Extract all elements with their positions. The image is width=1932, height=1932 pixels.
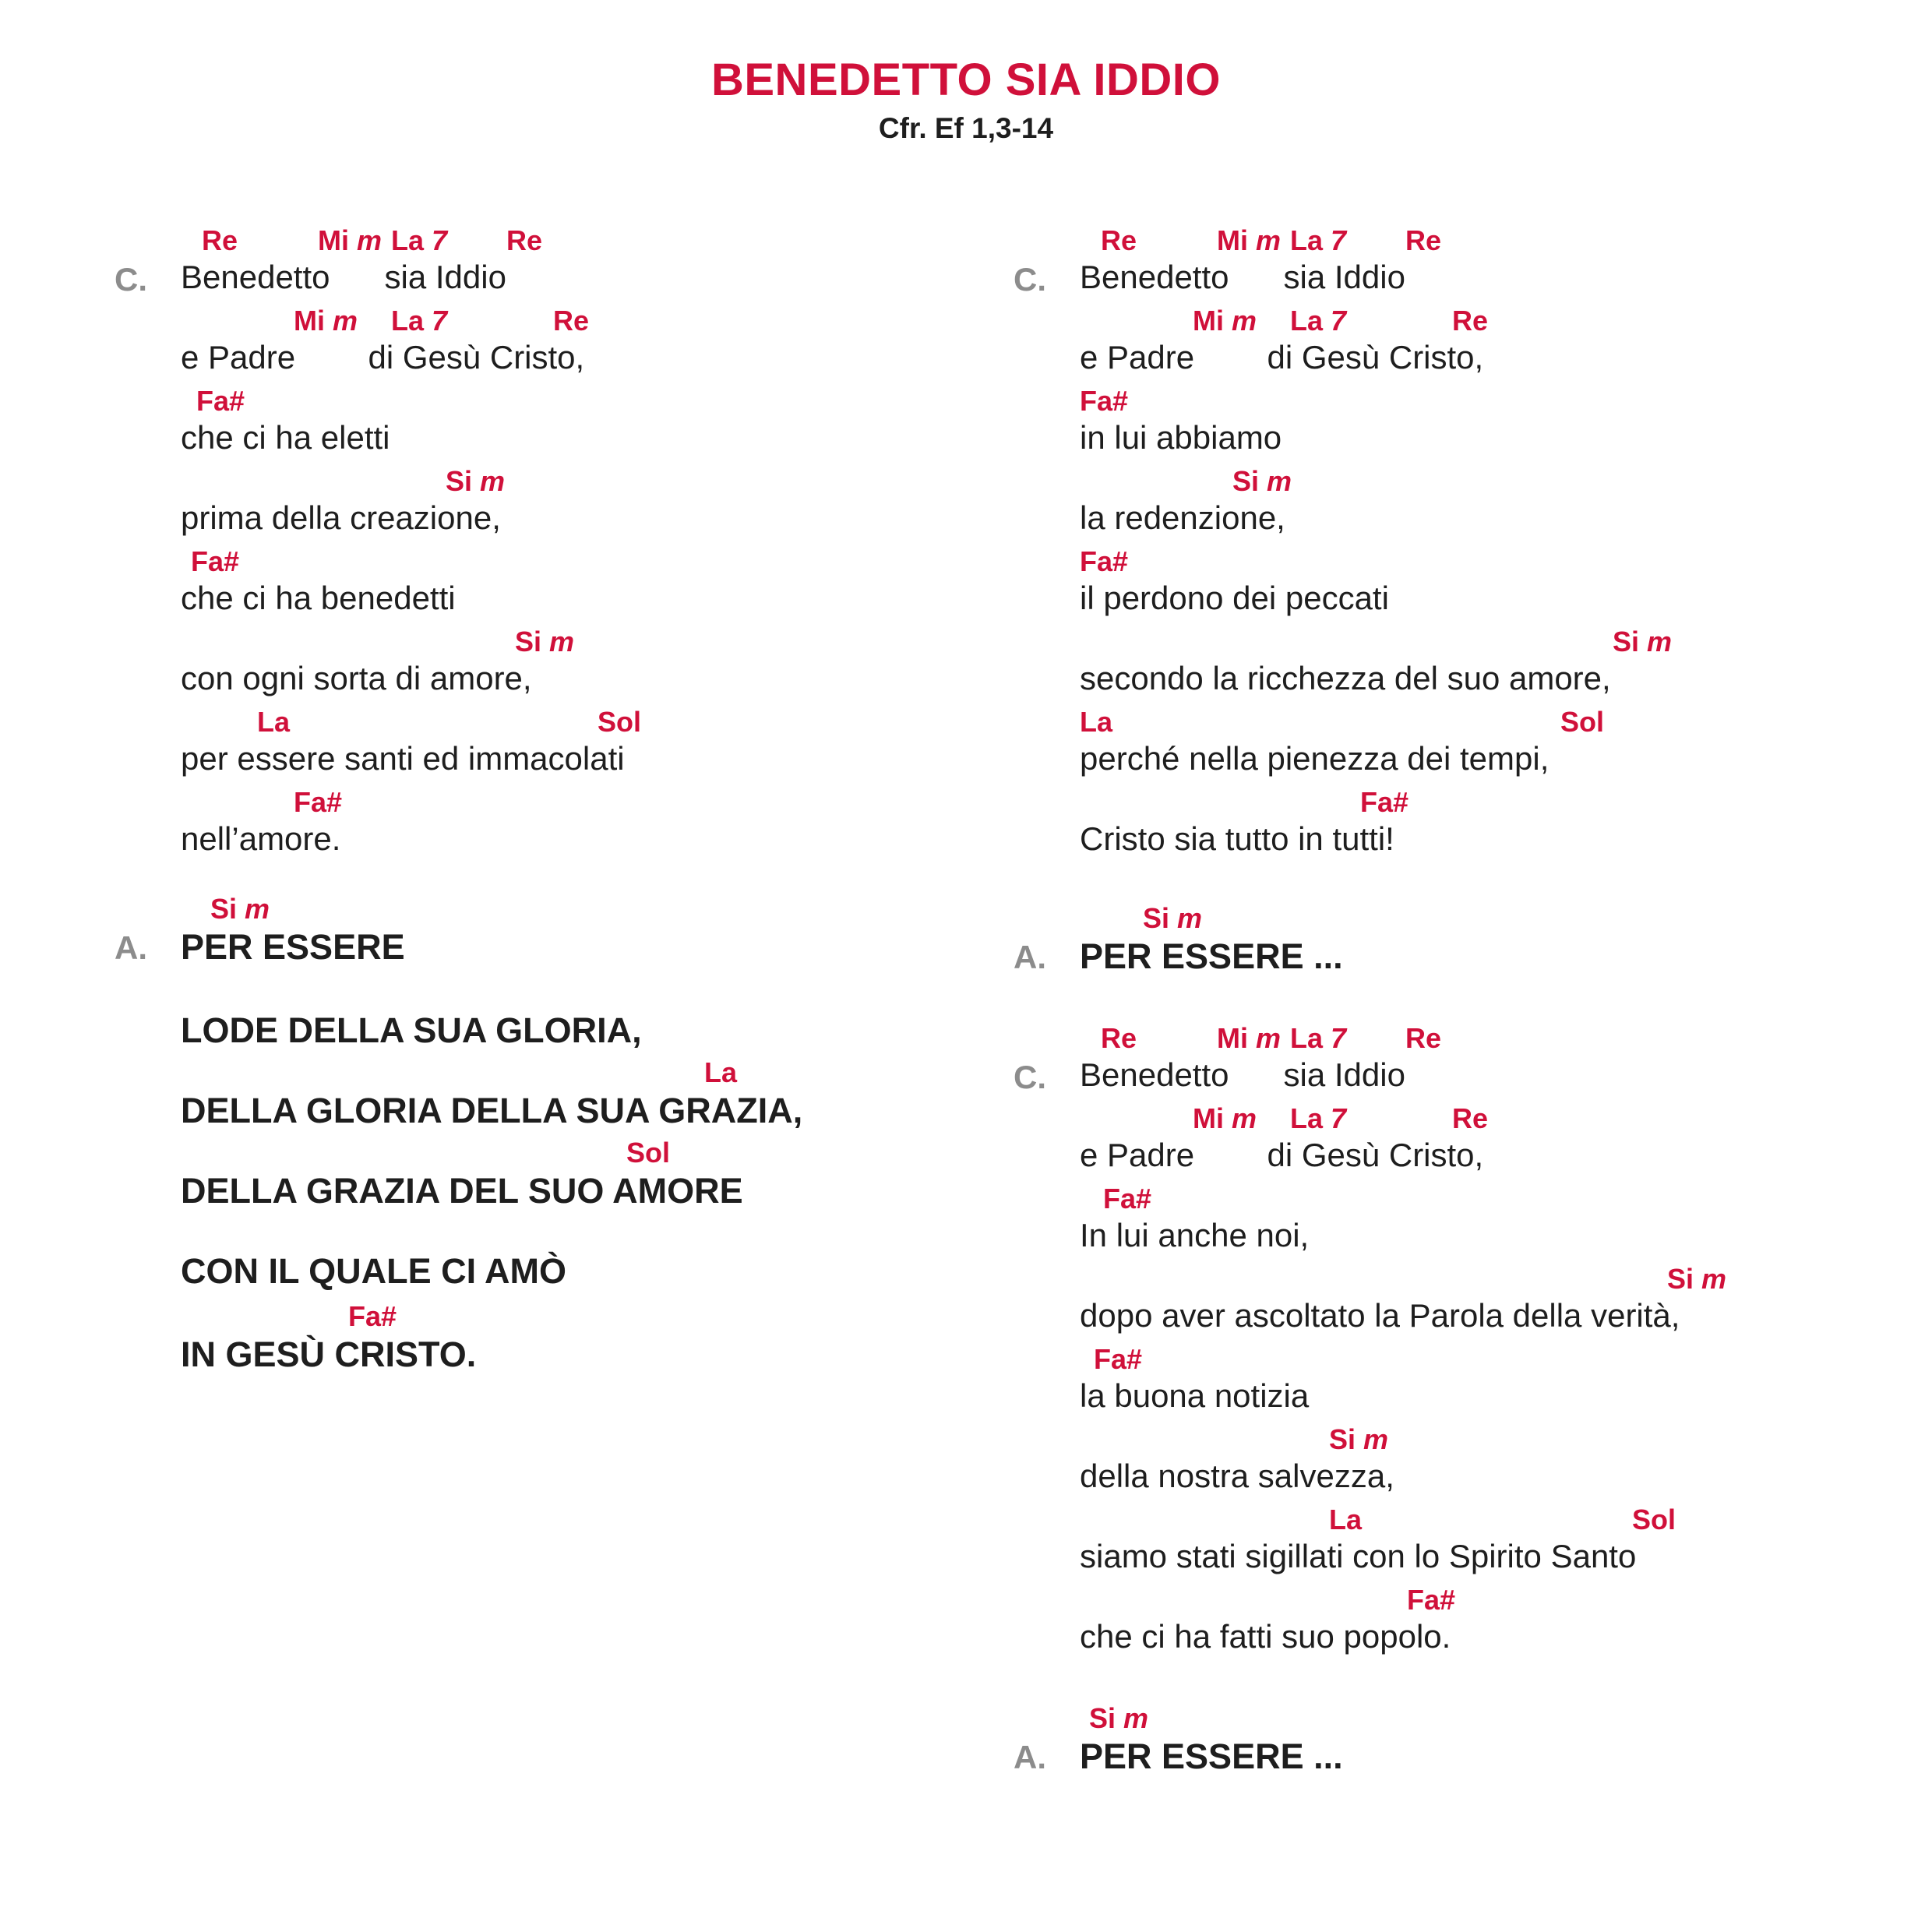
lyric-line <box>181 465 506 536</box>
lyric-line <box>1080 1022 1442 1093</box>
chord-symbol: Si m <box>1667 1263 1727 1295</box>
lyric-text: il perdono dei peccati <box>1080 580 1389 616</box>
chord-symbol: Sol <box>598 706 642 738</box>
lyric-text: PER ESSERE ... <box>1080 1736 1343 1776</box>
lyric-text: Cristo sia tutto in tutti! <box>1080 820 1394 857</box>
chord-symbol: La 7 <box>391 224 448 256</box>
lyric-line <box>1080 224 1442 295</box>
lyric-text: dopo aver ascoltato la Parola della verità, <box>1080 1297 1680 1334</box>
lyric-text: la redenzione, <box>1080 499 1285 536</box>
lyric-line <box>1080 385 1282 456</box>
lyric-text: perché nella pienezza dei tempi, <box>1080 740 1549 777</box>
lyric-text: che ci ha benedetti <box>181 580 456 616</box>
lyric-text: per essere santi ed immacolati <box>181 740 625 777</box>
lyric-line <box>181 385 390 456</box>
chord-symbol: Sol <box>1560 706 1605 738</box>
lyric-line <box>181 706 642 777</box>
lyric-text: DELLA GLORIA DELLA SUA GRAZIA, <box>181 1091 803 1130</box>
role-marker: A. <box>115 929 147 966</box>
chord-symbol: La <box>257 706 291 738</box>
lyric-line <box>1080 1584 1456 1655</box>
role-marker: A. <box>1014 939 1046 975</box>
lyric-line <box>181 1253 566 1289</box>
chord-symbol: Re <box>1405 224 1442 256</box>
lyric-line <box>1080 1183 1310 1253</box>
lyric-text: secondo la ricchezza del suo amore, <box>1080 660 1611 696</box>
chord-symbol: Re <box>1452 305 1489 337</box>
chord-symbol: Mi m <box>1217 224 1282 256</box>
lyric-line <box>181 1010 642 1050</box>
chord-symbol: Fa# <box>191 545 240 577</box>
lyric-text: della nostra salvezza, <box>1080 1458 1394 1494</box>
chord-symbol: Sol <box>1632 1504 1676 1535</box>
chord-symbol: Re <box>1452 1102 1489 1134</box>
lyric-text: Benedetto sia Iddio <box>1080 259 1405 295</box>
lyric-line <box>1080 465 1292 536</box>
chord-symbol: Mi m <box>1193 1102 1257 1134</box>
chord-symbol: Mi m <box>1193 305 1257 337</box>
chord-symbol: Fa# <box>1103 1183 1152 1215</box>
lyric-line <box>1080 1504 1676 1574</box>
chord-symbol: Si m <box>446 465 506 497</box>
lyric-line <box>1080 1343 1310 1414</box>
lyric-text: Benedetto sia Iddio <box>1080 1056 1405 1093</box>
lyric-line <box>181 786 343 857</box>
lyric-text: Benedetto sia Iddio <box>181 259 506 295</box>
lyric-line <box>181 1300 477 1374</box>
lyric-line <box>181 545 456 616</box>
chord-symbol: Fa# <box>348 1300 397 1332</box>
lyric-text: nell’amore. <box>181 820 341 857</box>
chord-symbol: Fa# <box>1407 1584 1456 1616</box>
lyric-text: e Padre di Gesù Cristo, <box>1080 1137 1484 1173</box>
lyric-line <box>181 305 590 375</box>
chord-symbol: Re <box>202 224 238 256</box>
lyric-line <box>181 224 543 295</box>
chord-symbol: Re <box>1101 1022 1137 1054</box>
lyric-text: In lui anche noi, <box>1080 1217 1310 1253</box>
chord-symbol: La 7 <box>391 305 448 337</box>
lyric-text: con ogni sorta di amore, <box>181 660 532 696</box>
chord-symbol: Mi m <box>318 224 383 256</box>
chord-symbol: Sol <box>626 1137 671 1169</box>
lyric-text: che ci ha eletti <box>181 419 390 456</box>
role-marker: C. <box>115 261 147 298</box>
chord-symbol: La 7 <box>1290 1102 1347 1134</box>
chord-symbol: Fa# <box>1094 1343 1143 1375</box>
chord-symbol: La 7 <box>1290 305 1347 337</box>
lyric-text: e Padre di Gesù Cristo, <box>1080 339 1484 375</box>
lyric-line <box>1080 902 1343 976</box>
lyric-text: DELLA GRAZIA DEL SUO AMORE <box>181 1171 743 1211</box>
chord-symbol: Si m <box>1329 1423 1389 1455</box>
lyric-line <box>1080 1263 1727 1334</box>
lyric-text: CON IL QUALE CI AMÒ <box>181 1251 566 1291</box>
chord-symbol: Si m <box>1089 1702 1149 1734</box>
chord-symbol: Mi m <box>294 305 358 337</box>
lyric-text: in lui abbiamo <box>1080 419 1282 456</box>
chord-symbol: Si m <box>210 893 270 925</box>
chord-symbol: Fa# <box>196 385 245 417</box>
lyric-line <box>1080 1423 1394 1494</box>
chord-symbol: Re <box>553 305 590 337</box>
lyric-text: LODE DELLA SUA GLORIA, <box>181 1010 642 1050</box>
lyric-line <box>181 1056 803 1130</box>
lyric-line <box>181 1137 743 1211</box>
chord-symbol: Mi m <box>1217 1022 1282 1054</box>
chord-symbol: La <box>1080 706 1113 738</box>
role-marker: C. <box>1014 1059 1046 1095</box>
chord-symbol: La <box>1329 1504 1363 1535</box>
lyric-text: e Padre di Gesù Cristo, <box>181 339 585 375</box>
chord-symbol: Fa# <box>294 786 343 818</box>
lyric-text: siamo stati sigillati con lo Spirito Santo <box>1080 1538 1637 1574</box>
chord-symbol: La 7 <box>1290 224 1347 256</box>
lyric-text: PER ESSERE ... <box>1080 936 1343 976</box>
chord-symbol: Si m <box>515 626 575 658</box>
lyric-line <box>1080 626 1673 696</box>
lyric-line <box>1080 1102 1489 1173</box>
chord-symbol: Si m <box>1232 465 1292 497</box>
chord-symbol: Re <box>506 224 543 256</box>
chord-symbol: Fa# <box>1360 786 1409 818</box>
lyric-text: prima della creazione, <box>181 499 501 536</box>
lyric-line <box>181 893 405 967</box>
chord-symbol: Fa# <box>1080 385 1129 417</box>
chord-symbol: Fa# <box>1080 545 1129 577</box>
scripture-reference: Cfr. Ef 1,3-14 <box>878 112 1054 144</box>
lyric-text: la buona notizia <box>1080 1377 1310 1414</box>
role-marker: C. <box>1014 261 1046 298</box>
lyric-line <box>1080 545 1389 616</box>
chord-symbol: La <box>704 1056 738 1088</box>
chord-symbol: La 7 <box>1290 1022 1347 1054</box>
chord-symbol: Re <box>1101 224 1137 256</box>
lyric-line <box>1080 305 1489 375</box>
lyric-text: IN GESÙ CRISTO. <box>181 1334 477 1374</box>
lyric-text: PER ESSERE <box>181 927 405 967</box>
lyric-line <box>1080 706 1605 777</box>
lyric-line <box>1080 1702 1343 1776</box>
lyric-line <box>181 626 575 696</box>
chord-symbol: Re <box>1405 1022 1442 1054</box>
chord-symbol: Si m <box>1613 626 1673 658</box>
role-marker: A. <box>1014 1739 1046 1775</box>
lyric-text: che ci ha fatti suo popolo. <box>1080 1618 1451 1655</box>
song-title: BENEDETTO SIA IDDIO <box>710 55 1221 105</box>
chord-symbol: Si m <box>1143 902 1203 934</box>
lyric-line <box>1080 786 1409 857</box>
